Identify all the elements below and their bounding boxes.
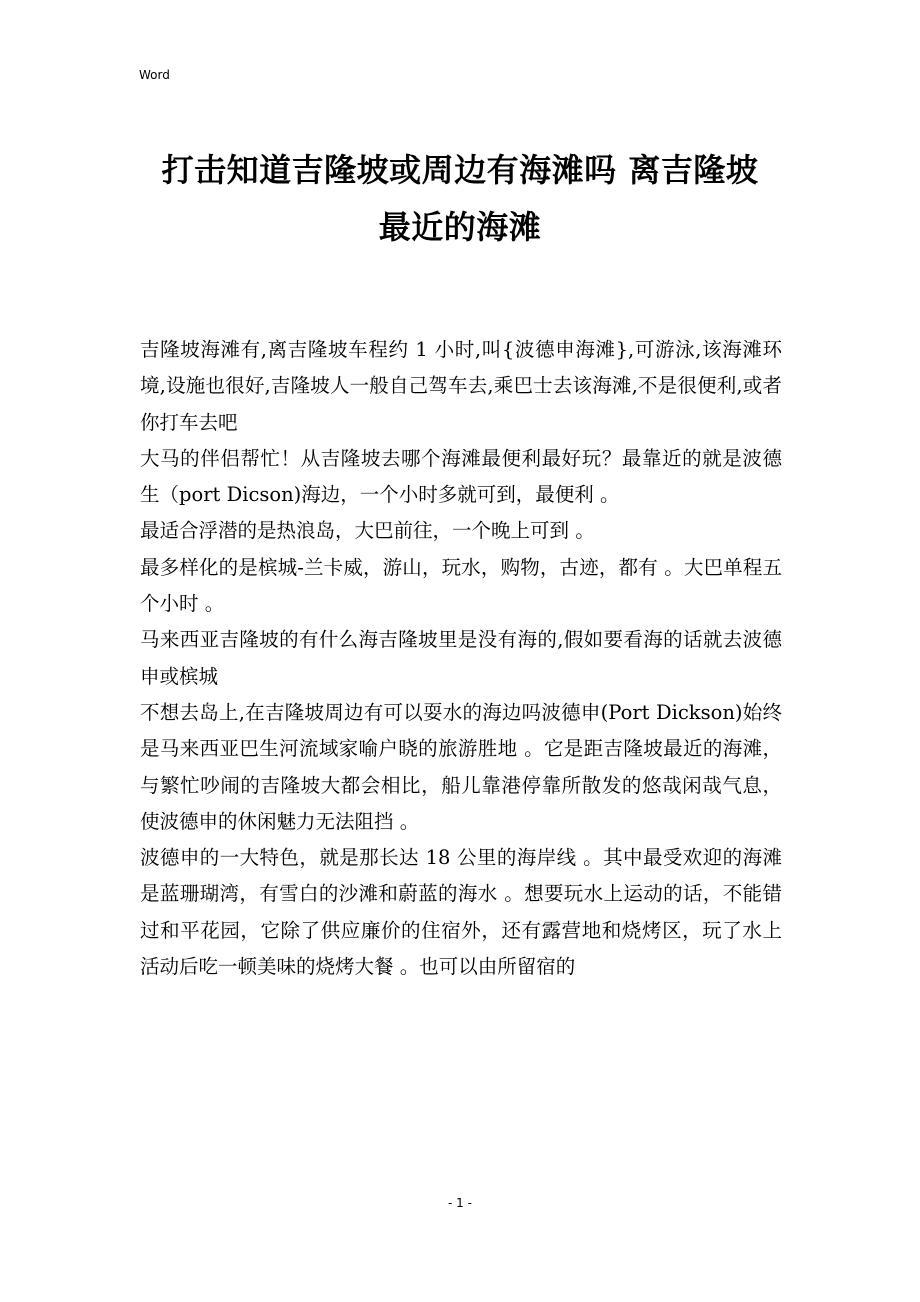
title-line-1: 打击知道吉隆坡或周边有海滩吗 离吉隆坡 <box>161 151 759 189</box>
paragraph: 波德申的一大特色，就是那长达 18 公里的海岸线 。其中最受欢迎的海滩是蓝珊瑚湾，有雪白的沙滩和蔚蓝的海水 。想要玩水上运动的话，不能错过和平花园，它除了供应廉价的住宿外，还有露营地和烧烤区，玩了水上活动后吃一顿美味的烧烤大餐 。也可以由所留宿的 <box>140 846 782 979</box>
document-title <box>120 142 800 256</box>
paragraph: 最适合浮潜的是热浪岛，大巴前往，一个晚上可到 。 <box>140 519 595 543</box>
paragraph: 最多样化的是槟城-兰卡威，游山，玩水，购物，古迹，都有 。大巴单程五个小时 。 <box>140 555 782 616</box>
title-line-2: 最近的海滩 <box>378 208 542 246</box>
header-label: Word <box>139 68 170 82</box>
paragraph: 吉隆坡海滩有,离吉隆坡车程约 1 小时,叫{波德申海滩},可游泳,该海滩环境,设施也很好,吉隆坡人一般自己驾车去,乘巴士去该海滩,不是很便利,或者你打车去吧 <box>140 338 782 434</box>
paragraph: 马来西亚吉隆坡的有什么海吉隆坡里是没有海的,假如要看海的话就去波德申或槟城 <box>140 628 782 688</box>
paragraph: 不想去岛上,在吉隆坡周边有可以耍水的海边吗波德申(Port Dickson)始终是马来西亚巴生河流域家喻户晓的旅游胜地 。它是距吉隆坡最近的海滩，与繁忙吵闹的吉隆坡大都会相比，船儿靠港停靠所散发的悠哉闲哉气息，使波德申的休闲魅力无法阻挡 。 <box>140 700 782 833</box>
paragraph: 大马的伴侣帮忙！从吉隆坡去哪个海滩最便利最好玩？最靠近的就是波德生（port Dicson)海边，一个小时多就可到，最便利 。 <box>140 446 782 507</box>
page-number: - 1 - <box>448 1196 472 1210</box>
document-body <box>140 332 782 985</box>
